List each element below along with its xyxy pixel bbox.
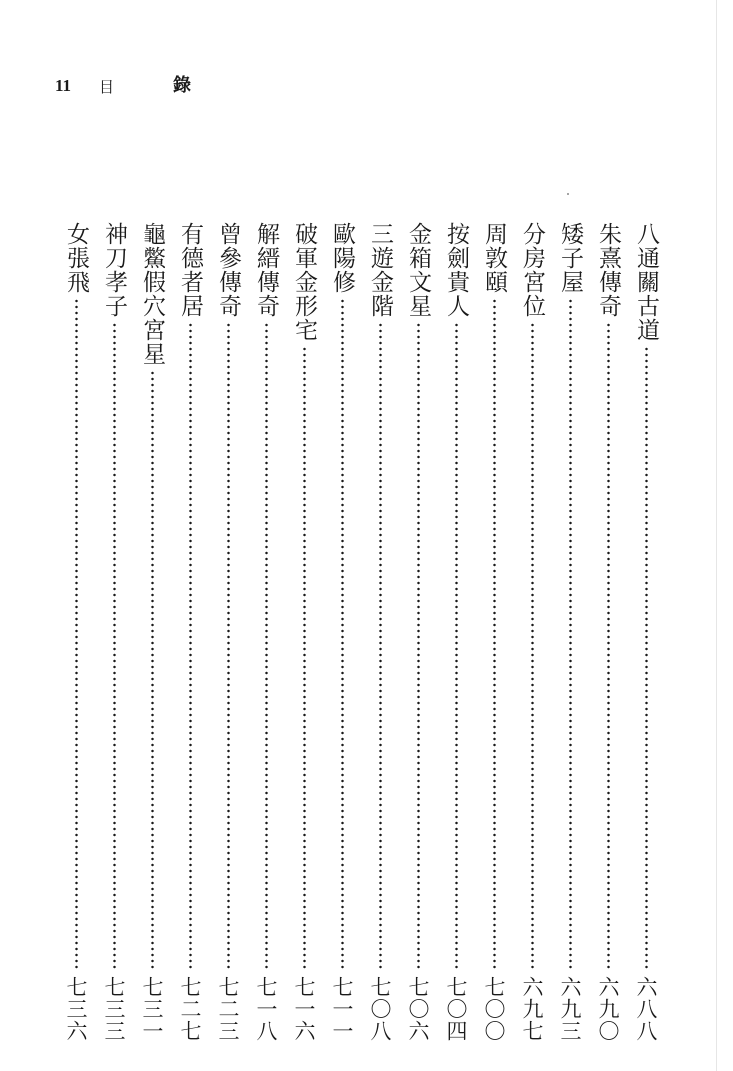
toc-entry-title: 金箱文星 xyxy=(405,222,431,318)
dot-leader xyxy=(113,322,116,970)
toc-entry[interactable] xyxy=(138,222,166,1042)
toc-entry-page: 六九〇 xyxy=(596,976,620,1042)
toc-entry-page: 七〇四 xyxy=(444,976,468,1042)
toc-entry-title: 八通關古道 xyxy=(633,222,659,342)
dot-leader xyxy=(341,298,344,970)
toc-entry-page: 七〇〇 xyxy=(482,976,506,1042)
print-speck xyxy=(567,193,569,195)
toc-entry-page: 七三一 xyxy=(140,976,164,1042)
toc-entry-page: 六九三 xyxy=(558,976,582,1042)
dot-leader xyxy=(75,298,78,970)
toc-entry-page: 七〇六 xyxy=(406,976,430,1042)
toc-entry-title: 矮子屋 xyxy=(557,222,583,294)
toc-entry[interactable] xyxy=(328,222,356,1042)
toc-entry-page: 七三三 xyxy=(102,976,126,1042)
dot-leader xyxy=(303,346,306,970)
toc-entry-page: 六八八 xyxy=(634,976,658,1042)
toc-entry-page: 七一六 xyxy=(292,976,316,1042)
dot-leader xyxy=(379,322,382,970)
toc-entry-title: 周敦頤 xyxy=(481,222,507,294)
dot-leader xyxy=(227,322,230,970)
dot-leader xyxy=(417,322,420,970)
toc-entry-page: 七三六 xyxy=(64,976,88,1042)
toc-entry-page: 七二七 xyxy=(178,976,202,1042)
toc-entry[interactable] xyxy=(176,222,204,1042)
toc-entry-title: 有德者居 xyxy=(177,222,203,318)
toc-entry-title: 朱熹傳奇 xyxy=(595,222,621,318)
toc-entry-title: 女張飛 xyxy=(63,222,89,294)
toc-entry[interactable] xyxy=(214,222,242,1042)
header-title-char-1: 目 xyxy=(99,78,115,96)
toc-entry[interactable] xyxy=(100,222,128,1042)
toc-entry-page: 七一八 xyxy=(254,976,278,1042)
toc-entry[interactable] xyxy=(632,222,660,1042)
toc-entry-page: 七〇八 xyxy=(368,976,392,1042)
toc-entry[interactable] xyxy=(252,222,280,1042)
dot-leader xyxy=(607,322,610,970)
dot-leader xyxy=(645,346,648,970)
toc-entry-title: 歐陽修 xyxy=(329,222,355,294)
header-title-char-2: 錄 xyxy=(173,75,191,96)
running-header xyxy=(55,75,255,99)
toc-entry[interactable] xyxy=(442,222,470,1042)
toc-entry[interactable] xyxy=(594,222,622,1042)
toc-entry-title: 按劍貴人 xyxy=(443,222,469,318)
toc-entry[interactable] xyxy=(518,222,546,1042)
toc-entry-title: 分房宮位 xyxy=(519,222,545,318)
dot-leader xyxy=(265,322,268,970)
dot-leader xyxy=(531,322,534,970)
dot-leader xyxy=(493,298,496,970)
toc-entry-title: 神刀孝子 xyxy=(101,222,127,318)
page-gutter-line xyxy=(716,0,717,1071)
toc-entry-title: 曾參傳奇 xyxy=(215,222,241,318)
toc-entry[interactable] xyxy=(404,222,432,1042)
page-number: 11 xyxy=(55,76,72,95)
dot-leader xyxy=(455,322,458,970)
toc-entry[interactable] xyxy=(556,222,584,1042)
toc-entry-page: 七二三 xyxy=(216,976,240,1042)
toc-entry-title: 破軍金形宅 xyxy=(291,222,317,342)
toc-entry-title: 三遊金階 xyxy=(367,222,393,318)
toc-entry-page: 六九七 xyxy=(520,976,544,1042)
toc-entry-title: 解縉傳奇 xyxy=(253,222,279,318)
toc-entry-title: 龜鱉假穴宮星 xyxy=(139,222,165,366)
dot-leader xyxy=(151,370,154,970)
dot-leader xyxy=(189,322,192,970)
toc-entry[interactable] xyxy=(480,222,508,1042)
toc-entry[interactable] xyxy=(62,222,90,1042)
toc-entry[interactable] xyxy=(366,222,394,1042)
toc-entry-page: 七一一 xyxy=(330,976,354,1042)
dot-leader xyxy=(569,298,572,970)
toc-entry[interactable] xyxy=(290,222,318,1042)
table-of-contents xyxy=(52,222,672,1042)
